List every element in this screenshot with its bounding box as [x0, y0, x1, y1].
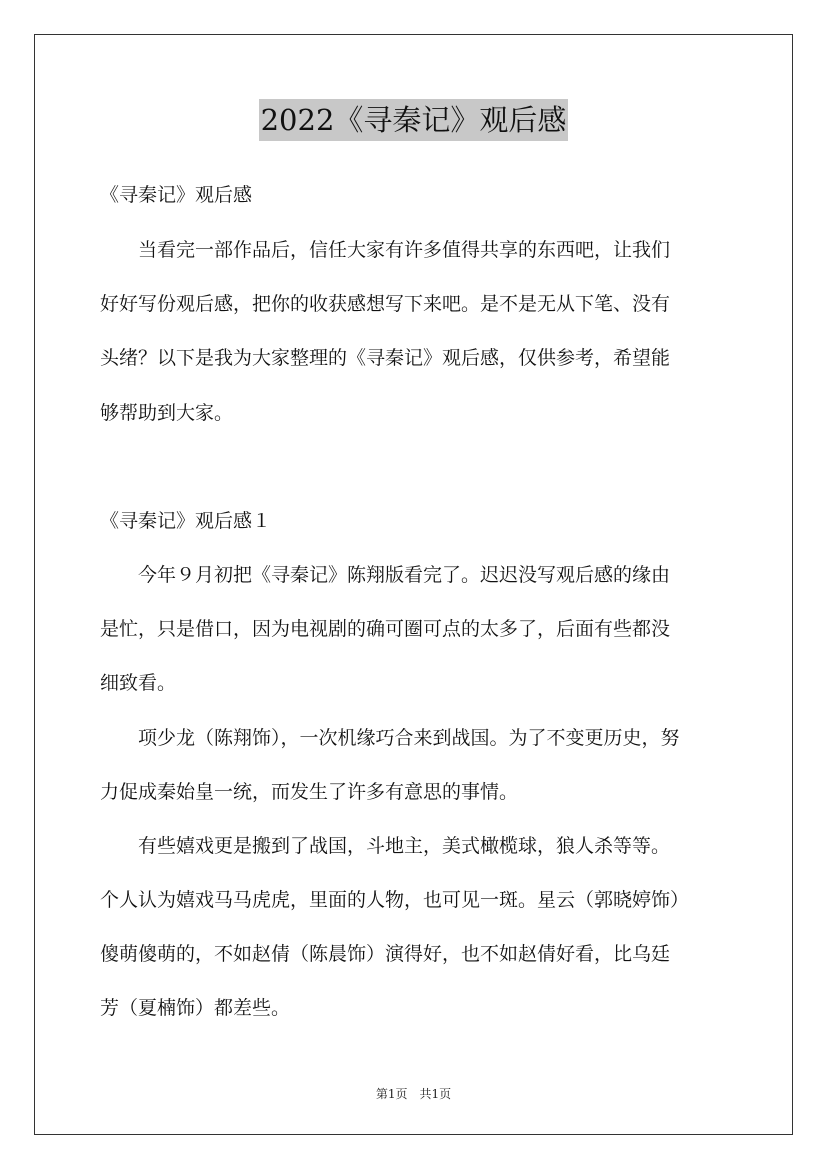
- paragraph-line: 今年９月初把《寻秦记》陈翔版看完了。迟迟没写观后感的缘由: [100, 564, 671, 586]
- paragraph-line: 是忙，只是借口，因为电视剧的确可圈可点的太多了，后面有些都没: [100, 618, 671, 640]
- paragraph-line: 当看完一部作品后，信任大家有许多值得共享的东西吧，让我们: [100, 239, 671, 261]
- paragraph-line: 力促成秦始皇一统，而发生了许多有意思的事情。: [100, 781, 519, 803]
- paragraph-line: 头绪？以下是我为大家整理的《寻秦记》观后感，仅供参考，希望能: [100, 347, 671, 369]
- page-footer: 第1页 共1页: [375, 1087, 452, 1101]
- section-heading: 《寻秦记》观后感: [100, 184, 253, 206]
- paragraph-line: 项少龙（陈翔饰），一次机缘巧合来到战国。为了不变更历史，努: [100, 727, 680, 749]
- document-title-wrap: [0, 99, 827, 141]
- paragraph-line: 个人认为嬉戏马马虎虎，里面的人物，也可见一斑。星云（郭晓婷饰）: [100, 889, 690, 911]
- paragraph-line: 傻萌傻萌的，不如赵倩（陈晨饰）演得好，也不如赵倩好看，比乌廷: [100, 943, 671, 965]
- section-heading: 《寻秦记》观后感１: [100, 510, 272, 532]
- paragraph-line: 有些嬉戏更是搬到了战国，斗地主，美式橄榄球，狼人杀等等。: [100, 835, 671, 857]
- paragraph-line: 够帮助到大家。: [100, 402, 234, 424]
- document-title: 2022《寻秦记》观后感: [259, 99, 569, 141]
- paragraph-line: 好好写份观后感，把你的收获感想写下来吧。是不是无从下笔、没有: [100, 293, 671, 315]
- paragraph-line: 芳（夏楠饰）都差些。: [100, 997, 291, 1019]
- paragraph-line: 细致看。: [100, 672, 177, 694]
